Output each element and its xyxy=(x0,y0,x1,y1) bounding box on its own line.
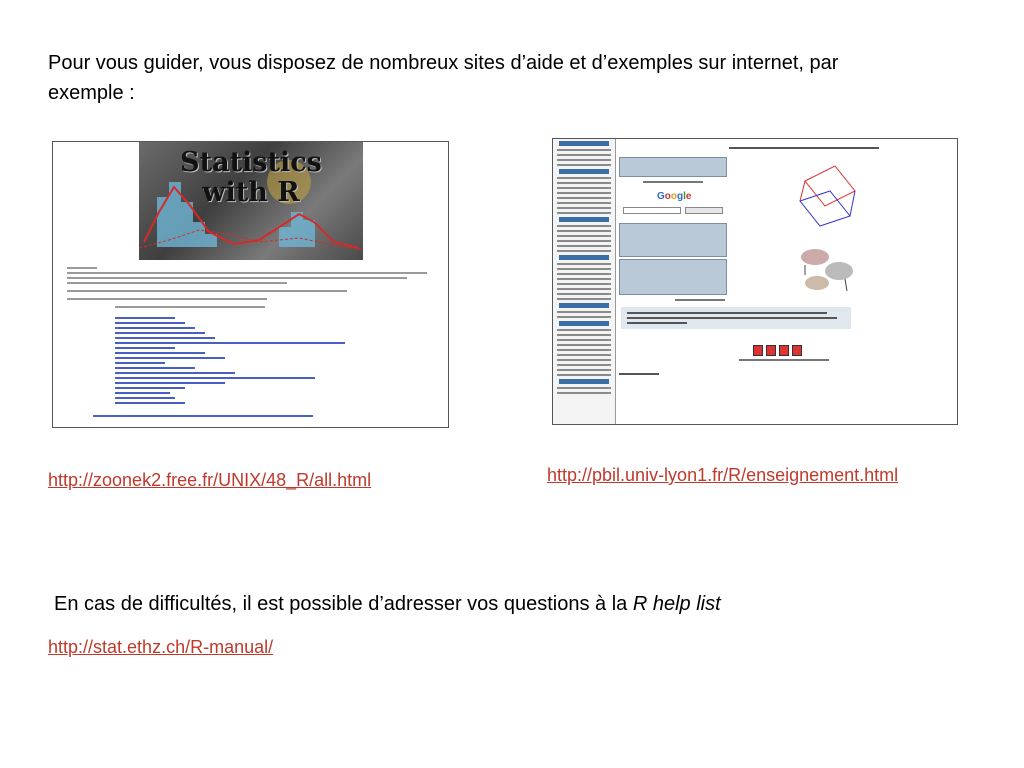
pdf-icon xyxy=(753,345,763,356)
pdf-icon xyxy=(792,345,802,356)
google-search-button xyxy=(685,207,723,214)
statistics-with-r-banner xyxy=(139,142,363,260)
ethz-link[interactable]: http://stat.ethz.ch/R-manual/ xyxy=(48,637,274,657)
pbil-link[interactable]: http://pbil.univ-lyon1.fr/R/enseignement.html xyxy=(547,465,899,485)
pdf-icon xyxy=(766,345,776,356)
pbil-main-content xyxy=(619,147,955,423)
courses-box xyxy=(619,259,727,295)
credits-block xyxy=(621,307,851,329)
license-footer xyxy=(93,412,293,420)
pdf-icon xyxy=(779,345,789,356)
r-help-list-emphasis: R help list xyxy=(632,593,721,615)
intro-paragraph xyxy=(48,48,988,108)
google-search-input xyxy=(623,207,681,214)
pbil-site-screenshot xyxy=(552,138,958,425)
pbil-header-box xyxy=(619,157,727,177)
diagram-graphic xyxy=(795,161,861,231)
intro-text-lines xyxy=(67,264,437,311)
intro-line-1: Pour vous guider, vous disposez de nombreux sites d’aide et d’exemples sur internet, par xyxy=(48,52,839,74)
intro-line-2: exemple : xyxy=(48,82,135,104)
zoonek-link[interactable]: http://zoonek2.free.fr/UNIX/48_R/all.html xyxy=(48,470,372,490)
help-list-note: En cas de difficultés, il est possible d’adresser vos questions à la R help list xyxy=(54,593,721,615)
google-logo: Google xyxy=(657,191,692,202)
pbil-sidebar xyxy=(553,139,616,425)
banner-title: Statistics with R xyxy=(180,147,322,208)
chapter-list xyxy=(115,314,235,407)
contributors-box xyxy=(619,223,727,257)
animal-illustration xyxy=(795,237,857,299)
zoonek-site-screenshot xyxy=(52,141,449,428)
